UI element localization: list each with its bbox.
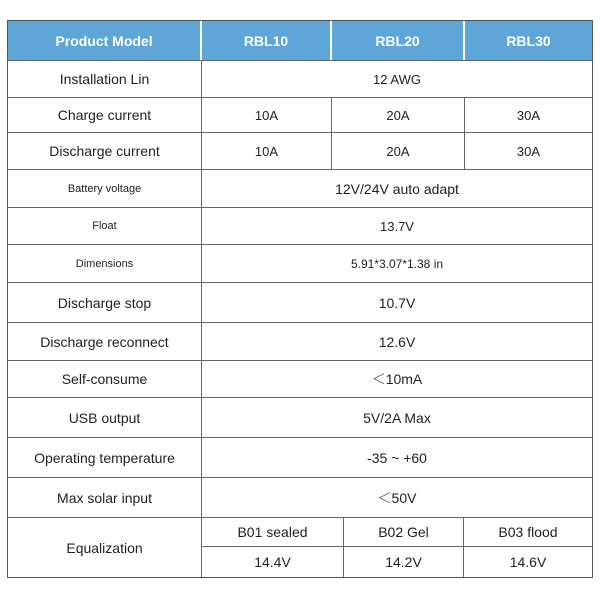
dimensions-value: 5.91*3.07*1.38 in: [350, 256, 444, 271]
discharge-current-rbl30: 30A: [516, 143, 541, 159]
usb-output-row: [8, 398, 592, 438]
float-label: Float: [8, 208, 202, 244]
discharge-stop-value: 10.7V: [378, 294, 416, 311]
operating-temperature-label: Operating temperature: [8, 438, 202, 477]
discharge-reconnect-label: Discharge reconnect: [8, 323, 202, 360]
equalization-type-b03: B03 flood: [464, 518, 592, 547]
discharge-stop-label: Discharge stop: [8, 283, 202, 322]
equalization-row: [8, 518, 592, 577]
discharge-stop-row: [8, 283, 592, 323]
max-solar-input-row: [8, 478, 592, 518]
float-value: 13.7V: [380, 218, 414, 234]
equalization-voltage-b02: 14.2V: [344, 547, 464, 577]
discharge-current-row: [8, 133, 592, 170]
usb-output-value: 5V/2A Max: [363, 409, 431, 426]
product-model-header: Product Model: [8, 21, 202, 60]
discharge-current-rbl20: 20A: [332, 133, 465, 169]
charge-current-row: [8, 98, 592, 133]
discharge-current-label: Discharge current: [8, 133, 202, 169]
self-consume-value: ＜10mA: [371, 371, 423, 387]
battery-voltage-value: 12V/24V auto adapt: [335, 180, 459, 197]
equalization-type-b02: B02 Gel: [344, 518, 464, 547]
model-rbl20-header: RBL20: [332, 21, 465, 60]
max-solar-input-value: ＜50V: [377, 489, 417, 506]
dimensions-label: Dimensions: [8, 245, 202, 282]
model-rbl30-header: RBL30: [506, 32, 551, 49]
battery-voltage-row: [8, 170, 592, 208]
spec-table: [7, 20, 593, 578]
charge-current-label: Charge current: [8, 98, 202, 132]
discharge-current-rbl10: 10A: [202, 133, 332, 169]
float-row: [8, 208, 592, 245]
operating-temperature-value: -35 ~ +60: [367, 449, 427, 466]
max-solar-input-label: Max solar input: [8, 478, 202, 517]
header-row: [8, 21, 592, 61]
charge-current-rbl10: 10A: [202, 98, 332, 132]
battery-voltage-label: Battery voltage: [8, 170, 202, 207]
model-rbl10-header: RBL10: [202, 21, 332, 60]
discharge-reconnect-row: [8, 323, 592, 361]
discharge-reconnect-value: 12.6V: [378, 333, 416, 350]
usb-output-label: USB output: [8, 398, 202, 437]
equalization-voltage-b01: 14.4V: [202, 547, 344, 577]
charge-current-rbl20: 20A: [332, 98, 465, 132]
charge-current-rbl30: 30A: [516, 107, 541, 123]
equalization-voltage-b03: 14.6V: [509, 554, 547, 570]
self-consume-row: [8, 361, 592, 398]
dimensions-row: [8, 245, 592, 283]
installation-line-label: Installation Lin: [8, 61, 202, 97]
installation-line-row: [8, 61, 592, 98]
equalization-label: Equalization: [8, 518, 202, 577]
self-consume-label: Self-consume: [8, 361, 202, 397]
installation-line-value: 12 AWG: [373, 71, 421, 87]
equalization-type-b01: B01 sealed: [202, 518, 344, 547]
operating-temperature-row: [8, 438, 592, 478]
